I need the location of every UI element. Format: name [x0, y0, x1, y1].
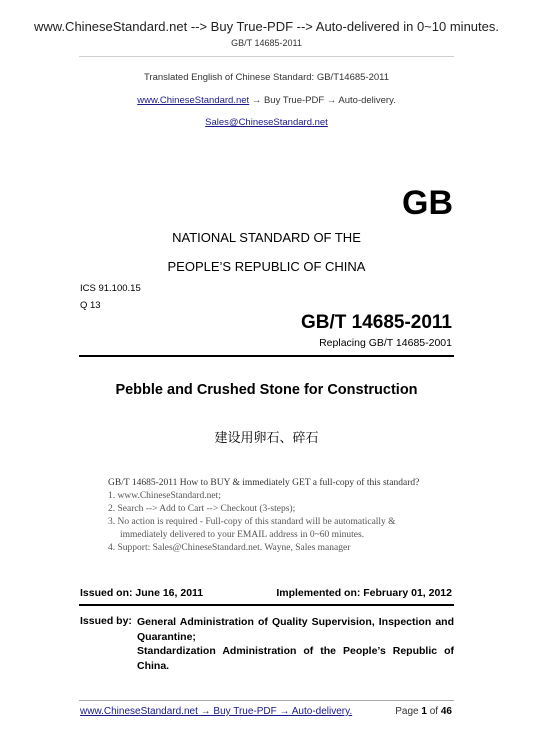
title-chinese: 建设用卵石、碎石: [214, 430, 319, 445]
replacing-note: Replacing GB/T 14685-2001: [319, 337, 452, 349]
promo-item-3-continued: immediately delivered to your EMAIL address in 0~60 minutes.: [120, 530, 365, 540]
footer-divider: [79, 700, 454, 701]
page-number: [395, 706, 452, 717]
header-standard-number: GB/T 14685-2011: [231, 38, 302, 48]
standard-number: GB/T 14685-2011: [300, 312, 452, 333]
issuer-1: General Administration of Quality Supervision, Inspection and Quarantine;: [137, 616, 454, 643]
issued-on: Issued on: June 16, 2011: [80, 587, 204, 599]
translation-note: Translated English of Chinese Standard: GB/T14685-2011: [143, 72, 390, 83]
dates-rule: [79, 604, 454, 606]
site-link[interactable]: www.ChineseStandard.net: [137, 95, 250, 106]
promo-item-2: 2. Search --> Add to Cart --> Checkout (3-steps);: [108, 504, 296, 514]
gb-mark: GB: [402, 184, 453, 222]
title-english: Pebble and Crushed Stone for Construction: [115, 382, 418, 398]
issued-by-label: Issued by:: [80, 615, 132, 627]
ccs-code: Q 13: [80, 300, 101, 311]
header-divider: [79, 56, 454, 57]
site-suffix: → Buy True-PDF → Auto-delivery.: [249, 95, 396, 106]
page-label: Page: [395, 706, 422, 717]
email-line: [0, 117, 533, 128]
promo-title: GB/T 14685-2011 How to BUY & immediately GET a full-copy of this standard?: [108, 478, 420, 488]
title-rule: [79, 355, 454, 357]
site-line: [0, 95, 533, 106]
page-current: 1: [421, 706, 427, 717]
promo-item-4: 4. Support: Sales@ChineseStandard.net. Wayne, Sales manager: [108, 543, 351, 553]
promo-item-3: 3. No action is required - Full-copy of this standard will be automatically &: [108, 517, 396, 527]
email-link[interactable]: Sales@ChineseStandard.net: [205, 117, 328, 128]
footer-link[interactable]: www.ChineseStandard.net → Buy True-PDF → Auto-delivery.: [80, 706, 353, 717]
page-total: 46: [440, 706, 452, 717]
page-of: of: [426, 706, 441, 717]
national-standard-line-1: NATIONAL STANDARD OF THE: [172, 230, 361, 245]
implemented-on: Implemented on: February 01, 2012: [276, 587, 452, 599]
header-line-1: www.ChineseStandard.net --> Buy True-PDF --> Auto-delivered in 0~10 minutes.: [34, 19, 499, 34]
issuer-2: Standardization Administration of the People’s Republic of China.: [137, 645, 454, 672]
ics-code: ICS 91.100.15: [80, 283, 141, 294]
promo-item-1: 1. www.ChineseStandard.net;: [108, 491, 221, 501]
national-standard-line-2: PEOPLE’S REPUBLIC OF CHINA: [167, 259, 366, 274]
